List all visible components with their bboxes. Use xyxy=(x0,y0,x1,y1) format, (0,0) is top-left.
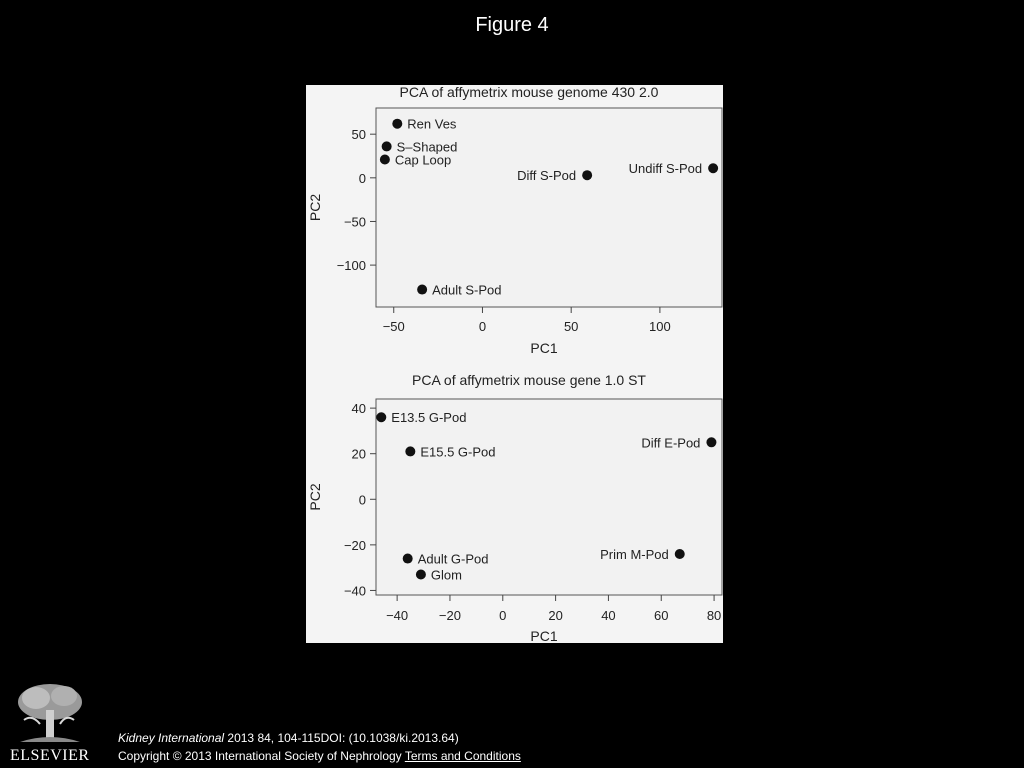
pca-figure xyxy=(306,85,723,643)
data-point-label: Ren Ves xyxy=(407,116,457,132)
y-axis-label: PC2 xyxy=(307,483,323,511)
data-point-label: S–Shaped xyxy=(396,139,458,155)
data-point-label: Prim M-Pod xyxy=(600,546,669,562)
x-tick-label: 80 xyxy=(706,608,722,623)
x-tick-label: −20 xyxy=(438,608,461,623)
y-tick-label: −20 xyxy=(343,537,366,553)
y-tick-label: 0 xyxy=(358,170,366,186)
y-tick-label: −50 xyxy=(343,214,366,230)
x-tick-label: −50 xyxy=(382,319,405,334)
data-point xyxy=(380,154,390,164)
x-tick-label: 20 xyxy=(548,608,563,623)
data-point-label: E15.5 G-Pod xyxy=(420,444,496,460)
y-tick-label: 50 xyxy=(351,127,366,143)
y-tick-label: 40 xyxy=(351,401,366,417)
publisher-logo-wordmark: ELSEVIER xyxy=(10,747,90,764)
y-tick-label: −100 xyxy=(336,258,366,274)
chart-2 xyxy=(307,372,722,643)
y-axis-label: PC2 xyxy=(307,193,323,222)
x-tick-label: 40 xyxy=(601,608,616,623)
slide-title: Figure 4 xyxy=(475,14,549,36)
data-point-label: Adult S-Pod xyxy=(432,282,502,298)
data-point xyxy=(417,285,427,295)
y-tick-label: −40 xyxy=(343,583,366,599)
data-point xyxy=(376,412,386,422)
data-point-label: Undiff S-Pod xyxy=(628,161,703,177)
data-point xyxy=(405,446,415,456)
x-tick-label: 50 xyxy=(563,319,579,334)
x-axis-label: PC1 xyxy=(530,628,558,643)
plot-area xyxy=(376,108,722,307)
figure-panel xyxy=(306,85,723,643)
x-tick-label: 0 xyxy=(499,608,507,623)
y-tick-label: 0 xyxy=(358,492,366,508)
data-point-label: Adult G-Pod xyxy=(417,551,489,567)
chart-1 xyxy=(307,85,722,356)
data-point-label: Cap Loop xyxy=(394,152,452,168)
data-point xyxy=(416,569,426,579)
data-point xyxy=(382,141,392,151)
x-tick-label: 0 xyxy=(478,319,487,334)
tree-logo-icon xyxy=(10,680,88,746)
terms-and-conditions-link[interactable]: Terms and Conditions xyxy=(404,749,521,763)
journal-name: Kidney International xyxy=(118,731,225,745)
citation-line xyxy=(118,731,459,745)
data-point xyxy=(392,119,402,129)
copyright-text: Copyright © 2013 International Society of Nephrology xyxy=(118,749,402,763)
data-point xyxy=(582,170,592,180)
data-point xyxy=(706,437,716,447)
x-tick-label: 100 xyxy=(649,319,671,334)
x-tick-label: 60 xyxy=(654,608,669,623)
y-tick-label: 20 xyxy=(351,446,366,462)
data-point-label: Diff S-Pod xyxy=(517,168,577,184)
data-point-label: Diff E-Pod xyxy=(641,435,701,451)
data-point-label: E13.5 G-Pod xyxy=(391,410,467,426)
chart-title: PCA of affymetrix mouse genome 430 2.0 xyxy=(399,85,659,100)
data-point xyxy=(403,554,413,564)
copyright-line xyxy=(118,749,521,763)
chart-title: PCA of affymetrix mouse gene 1.0 ST xyxy=(412,372,646,388)
data-point-label: Glom xyxy=(430,567,462,583)
x-axis-label: PC1 xyxy=(530,340,558,356)
data-point xyxy=(708,163,718,173)
data-point xyxy=(675,549,685,559)
citation-details: 2013 84, 104-115DOI: (10.1038/ki.2013.64) xyxy=(224,731,459,745)
x-tick-label: −40 xyxy=(386,608,409,623)
publisher-logo xyxy=(10,680,88,766)
